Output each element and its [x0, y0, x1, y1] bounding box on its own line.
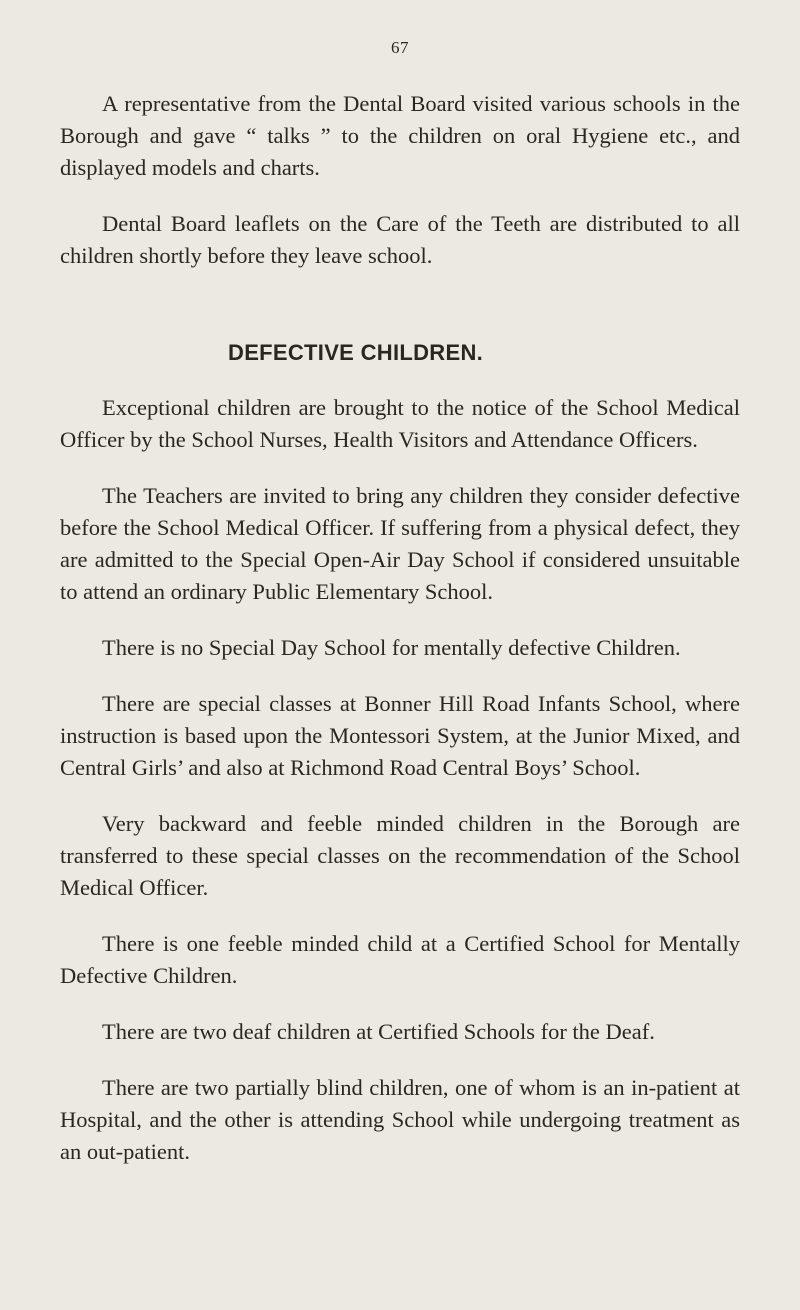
section-heading: DEFECTIVE CHILDREN. [228, 340, 484, 365]
intro-paragraph-dental-talks: A representative from the Dental Board visited various schools in the Borough and gave “ talks ” to the children on oral Hygiene etc., and displayed models and charts. [60, 91, 740, 180]
paragraph-feeble-minded-child: There is one feeble minded child at a Certified School for Mentally Defective Children. [60, 931, 740, 988]
paragraph-blind-children: There are two partially blind children, one of whom is an in-patient at Hospital, and the other is attending School while undergoing treatment as an out-patient. [60, 1075, 740, 1164]
paragraph-no-special-day-school: There is no Special Day School for mentally defective Children. [102, 635, 681, 660]
paragraph-teachers: The Teachers are invited to bring any children they consider defective before the School Medical Officer. If suffering from a physical defect, they are admitted to the Special Open-Air Day School if considered unsuitable to attend an ordinary Public Elementary School. [60, 483, 740, 604]
paragraph-special-classes: There are special classes at Bonner Hill Road Infants School, where instruction is based upon the Montessori System, at the Junior Mixed, and Central Girls’ and also at Richmond Road Central Boys’ School. [60, 691, 740, 780]
paragraph-deaf-children: There are two deaf children at Certified Schools for the Deaf. [102, 1019, 655, 1044]
intro-paragraph-leaflets: Dental Board leaflets on the Care of the Teeth are distributed to all children shortly before they leave school. [60, 211, 740, 268]
paragraph-backward-children: Very backward and feeble minded children in the Borough are transferred to these special classes on the recommendation of the School Medical Officer. [60, 811, 740, 900]
paragraph-exceptional-children: Exceptional children are brought to the notice of the School Medical Officer by the School Nurses, Health Visitors and Attendance Officers. [60, 395, 740, 452]
page-number: 67 [391, 38, 409, 57]
